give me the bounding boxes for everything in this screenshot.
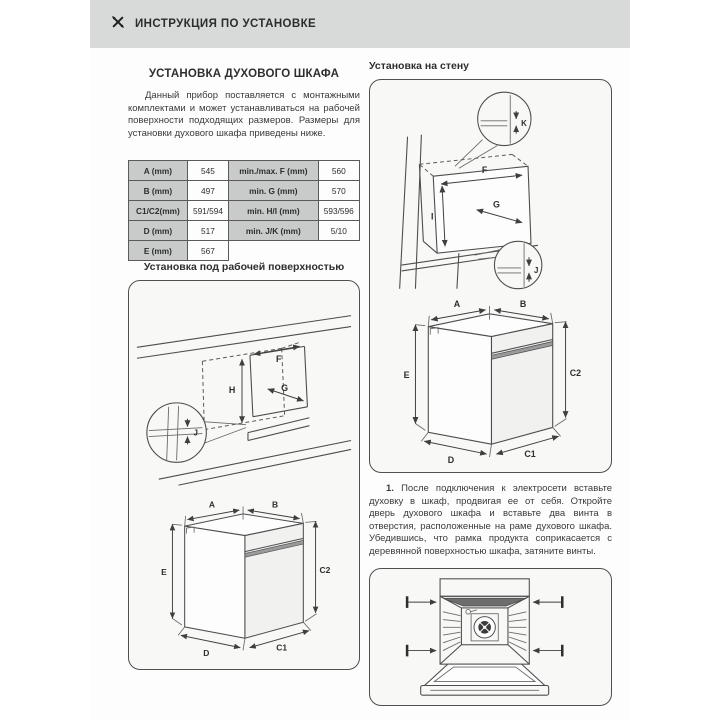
table-row <box>129 201 360 221</box>
dim-label: E (mm) <box>129 241 188 261</box>
dim-value: 517 <box>187 221 228 241</box>
page-title: ИНСТРУКЦИЯ ПО УСТАНОВКЕ <box>135 18 317 30</box>
section-title-wall-install: Установка на стену <box>369 60 470 72</box>
dimensions-table <box>128 160 360 261</box>
step-1-paragraph <box>369 483 612 558</box>
dim-label: A (mm) <box>129 161 188 181</box>
dim-label-a: A <box>453 298 461 309</box>
undercounter-diagram <box>131 285 357 489</box>
tools-icon <box>110 14 126 35</box>
dim-value: 570 <box>318 181 359 201</box>
dim-label-b: B <box>519 298 527 309</box>
undercounter-diagram-box <box>128 280 360 670</box>
step-number: 1. <box>386 483 394 494</box>
dim-label-d: D <box>203 648 210 659</box>
wall-diagram-box <box>369 79 612 473</box>
dim-label-c1: C1 <box>524 449 536 460</box>
empty-cell <box>318 241 359 261</box>
dim-label-e: E <box>161 567 167 578</box>
screw-icon <box>407 596 436 608</box>
dim-label: min. H/I (mm) <box>229 201 318 221</box>
intro-paragraph: Данный прибор поставляется с монтажными комплектами и может устанавливаться на рабочей поверхности подходящих размеров. Размеры для установки духового шкафа приведены ниже. <box>128 90 360 139</box>
dim-label: min./max. F (mm) <box>229 161 318 181</box>
dim-label-g: G <box>281 383 289 394</box>
dim-label-j: J <box>193 428 198 438</box>
wall-install-diagram <box>372 84 609 292</box>
oven-front-diagram-box <box>369 568 612 706</box>
table-row <box>129 241 360 261</box>
dim-label-a: A <box>208 499 216 510</box>
dim-label: C1/C2(mm) <box>129 201 188 221</box>
dim-label-b: B <box>272 499 279 510</box>
oven-3d-diagram <box>131 489 357 665</box>
table-row <box>129 181 360 201</box>
dim-label-e: E <box>403 370 410 381</box>
dim-label-j: J <box>533 265 539 275</box>
section-title-undercounter: Установка под рабочей поверхностью <box>143 261 345 274</box>
screw-icon <box>407 645 436 657</box>
dim-label-k: K <box>521 118 527 128</box>
dim-label-f: F <box>481 165 488 176</box>
dim-label: D (mm) <box>129 221 188 241</box>
oven-3d-diagram <box>372 292 609 468</box>
dim-label-g: G <box>492 199 500 210</box>
dim-label-h: H <box>228 385 236 396</box>
dim-value: 593/596 <box>318 201 359 221</box>
right-column <box>369 60 612 706</box>
manual-page <box>90 0 630 720</box>
dim-value: 497 <box>187 181 228 201</box>
dim-label: B (mm) <box>129 181 188 201</box>
dim-label-d: D <box>447 454 455 465</box>
dim-label: min. J/K (mm) <box>229 221 318 241</box>
dim-label-c1: C1 <box>276 642 288 653</box>
section-title-oven-install: УСТАНОВКА ДУХОВОГО ШКАФА <box>148 68 340 80</box>
screw-icon <box>533 645 562 657</box>
empty-cell <box>229 241 318 261</box>
dim-value: 567 <box>187 241 228 261</box>
dim-label-c2: C2 <box>569 368 582 379</box>
dim-value: 560 <box>318 161 359 181</box>
dim-label: min. G (mm) <box>229 181 318 201</box>
dim-label-f: F <box>275 354 282 365</box>
table-row <box>129 221 360 241</box>
screw-icon <box>533 596 562 608</box>
step-text: После подключения к электросети вставьте духовку в шкаф, продвигая ее от себя. Откройте дверь духового шкафа и вставьте два винта в отверстия, расположенные на раме духового шкафа. Убедившись, что рамка продукта соприкасается с деревянной поверхностью шкафа, затяните винты. <box>369 483 612 557</box>
dim-value: 545 <box>187 161 228 181</box>
oven-front-diagram <box>372 573 609 701</box>
table-row <box>129 161 360 181</box>
dim-value: 591/594 <box>187 201 228 221</box>
left-column <box>128 60 360 706</box>
dim-label-i: I <box>431 211 434 222</box>
header-bar <box>90 0 630 48</box>
dim-label-c2: C2 <box>319 565 331 576</box>
dim-value: 5/10 <box>318 221 359 241</box>
